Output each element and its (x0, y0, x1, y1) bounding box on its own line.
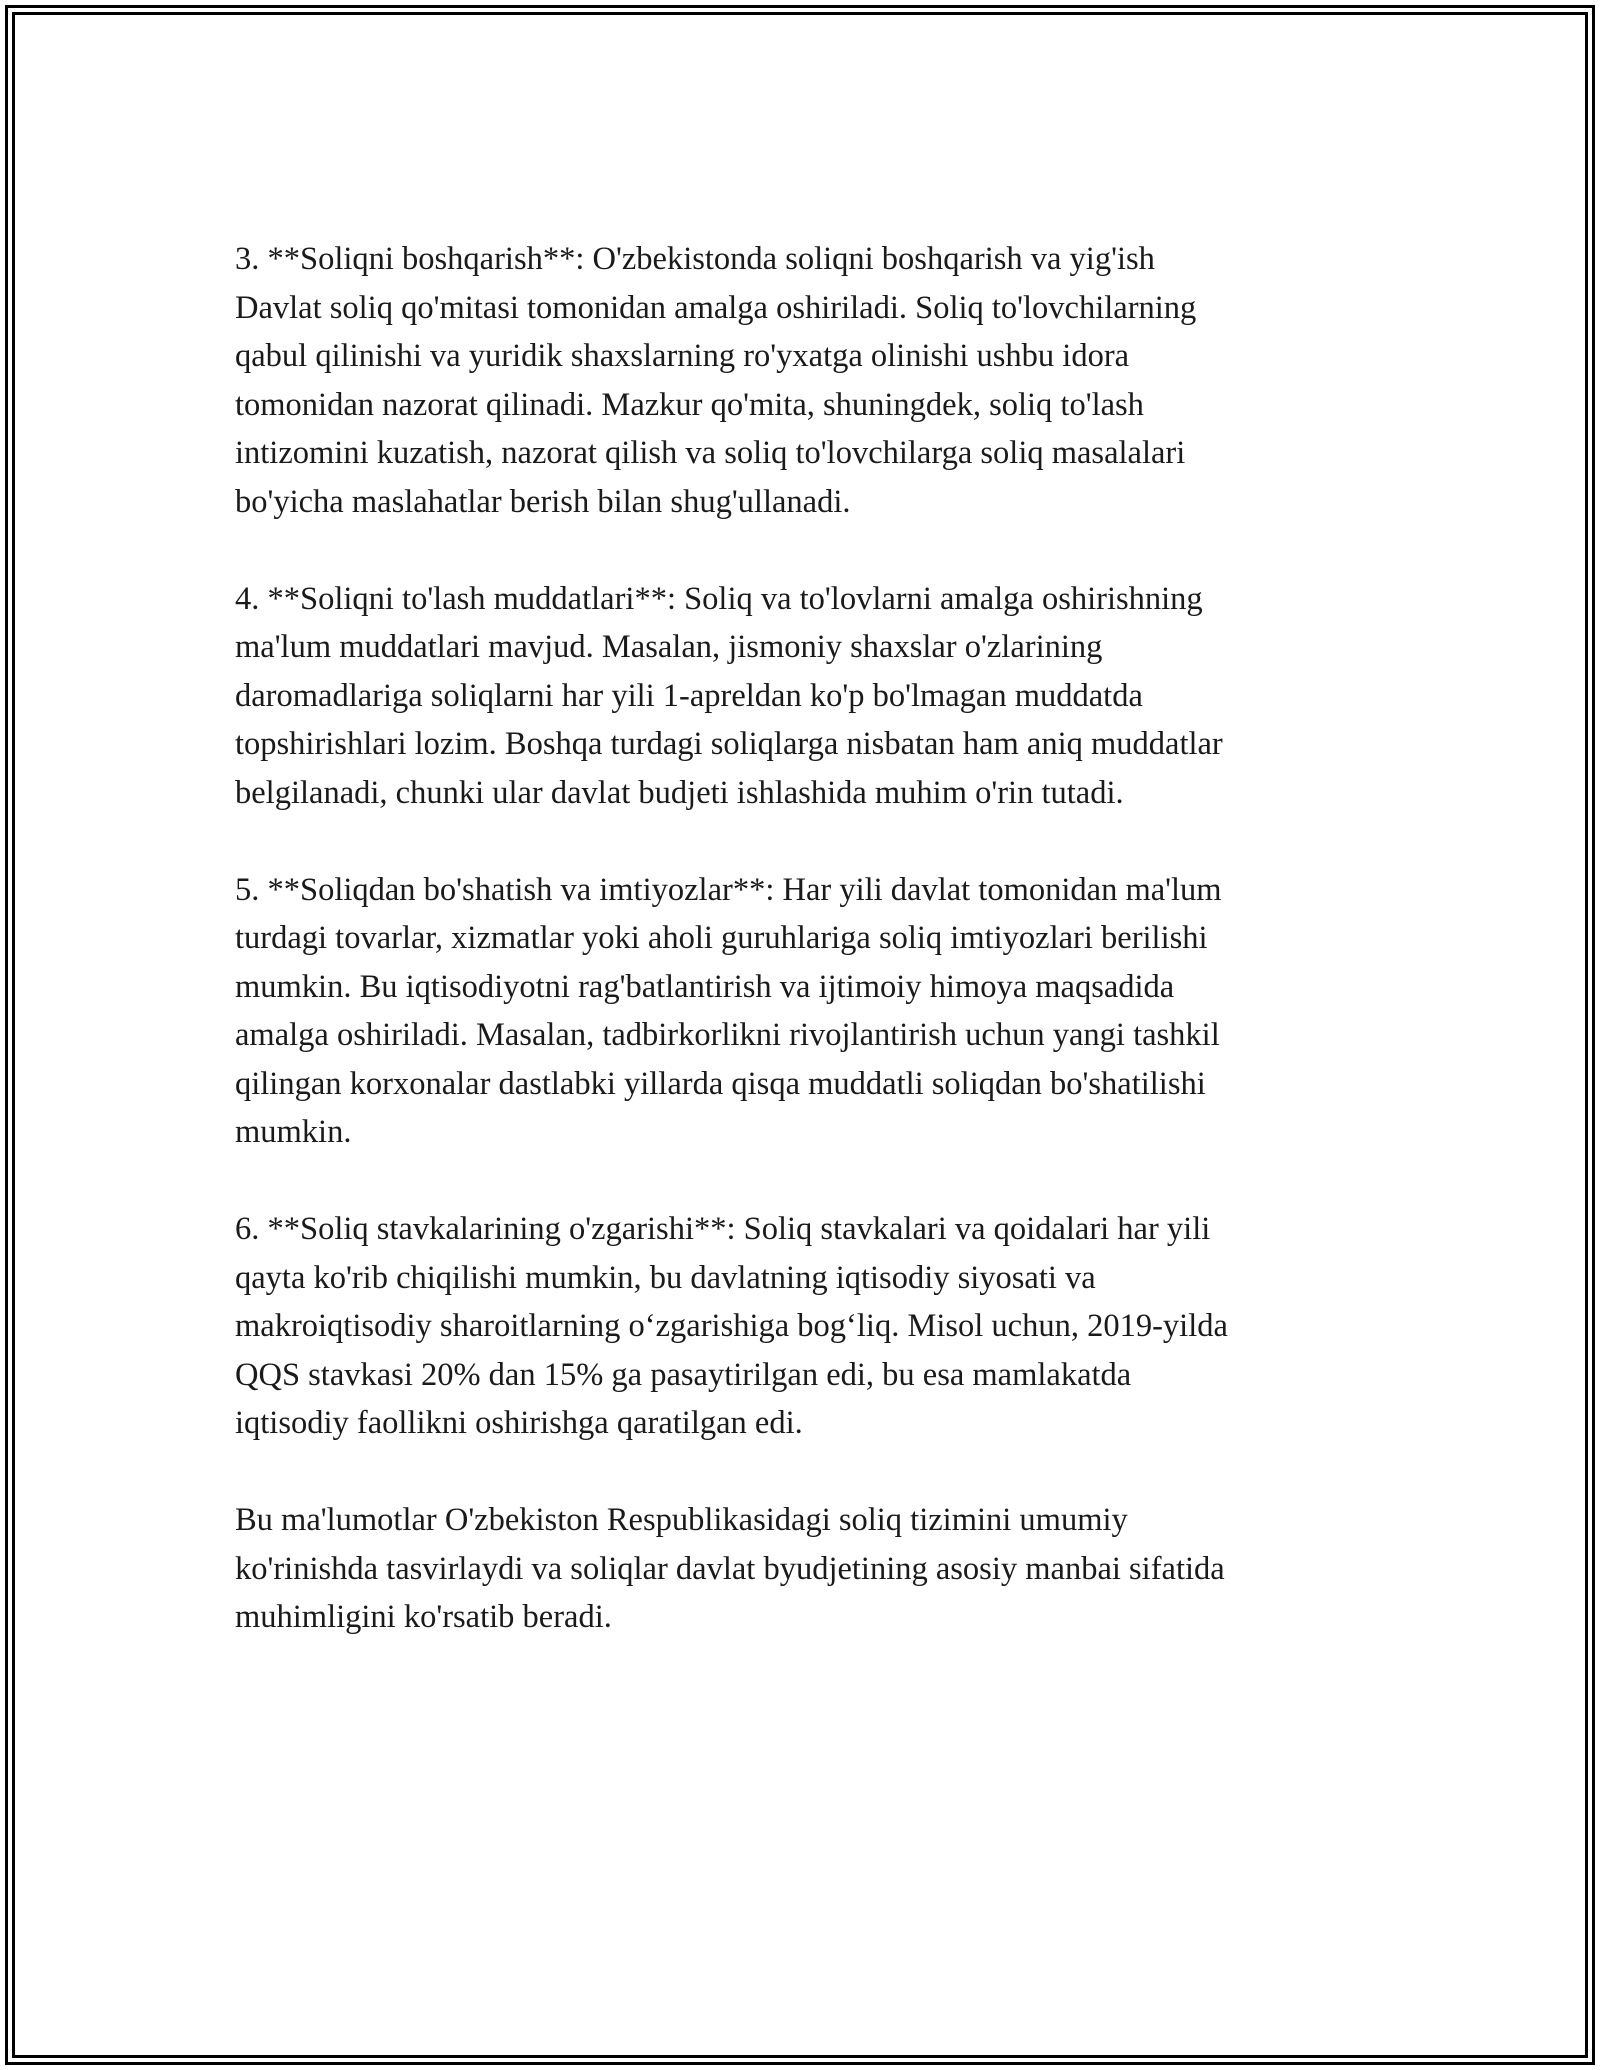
paragraph-tolash-muddatlari: 4. **Soliqni to'lash muddatlari**: Soliq va to'lovlarni amalga oshirishning ma'lum muddatlari mavjud. Masalan, jismoniy shaxslar o'zlarining daromadlariga soliqlarni har yili 1-apreldan ko'p bo'lmagan muddatda topshirishlari lozim. Boshqa turdagi soliqlarga nisbatan ham aniq muddatlar belgilanadi, chunki ular davlat budjeti ishlashida muhim o'rin tutadi. (235, 580, 1223, 811)
paragraph-soliqni-boshqarish: 3. **Soliqni boshqarish**: O'zbekistonda soliqni boshqarish va yig'ish Davlat soliq qo'mitasi tomonidan amalga oshiriladi. Soliq to'lovchilarning qabul qilinishi va yuridik shaxslarning ro'yxatga olinishi ushbu idora tomonidan nazorat qilinadi. Mazkur qo'mita, shuningdek, soliq to'lash intizomini kuzatish, nazorat qilish va soliq to'lovchilarga soliq masalalari bo'yicha maslahatlar berish bilan shug'ullanadi. (235, 241, 1197, 520)
document-body (235, 235, 1365, 1690)
paragraph-conclusion: Bu ma'lumotlar O'zbekiston Respublikasidagi soliq tizimini umumiy ko'rinishda tasvirlaydi va soliqlar davlat byudjetining asosiy manbai sifatida muhimligini ko'rsatib beradi. (235, 1502, 1225, 1635)
paragraph-boshatish-imtiyozlar: 5. **Soliqdan bo'shatish va imtiyozlar**: Har yili davlat tomonidan ma'lum turdagi tovarlar, xizmatlar yoki aholi guruhlariga soliq imtiyozlari berilishi mumkin. Bu iqtisodiyotni rag'batlantirish va ijtimoiy himoya maqsadida amalga oshiriladi. Masalan, tadbirkorlikni rivojlantirish uchun yangi tashkil qilingan korxonalar dastlabki yillarda qisqa muddatli soliqdan bo'shatilishi mumkin. (235, 871, 1222, 1150)
paragraph-stavkalar-ozgarishi: 6. **Soliq stavkalarining o'zgarishi**: Soliq stavkalari va qoidalari har yili qayta ko'rib chiqilishi mumkin, bu davlatning iqtisodiy siyosati va makroiqtisodiy sharoitlarning o‘zgarishiga bog‘liq. Misol uchun, 2019-yilda QQS stavkasi 20% dan 15% ga pasaytirilgan edi, bu esa mamlakatda iqtisodiy faollikni oshirishga qaratilgan edi. (235, 1211, 1228, 1441)
